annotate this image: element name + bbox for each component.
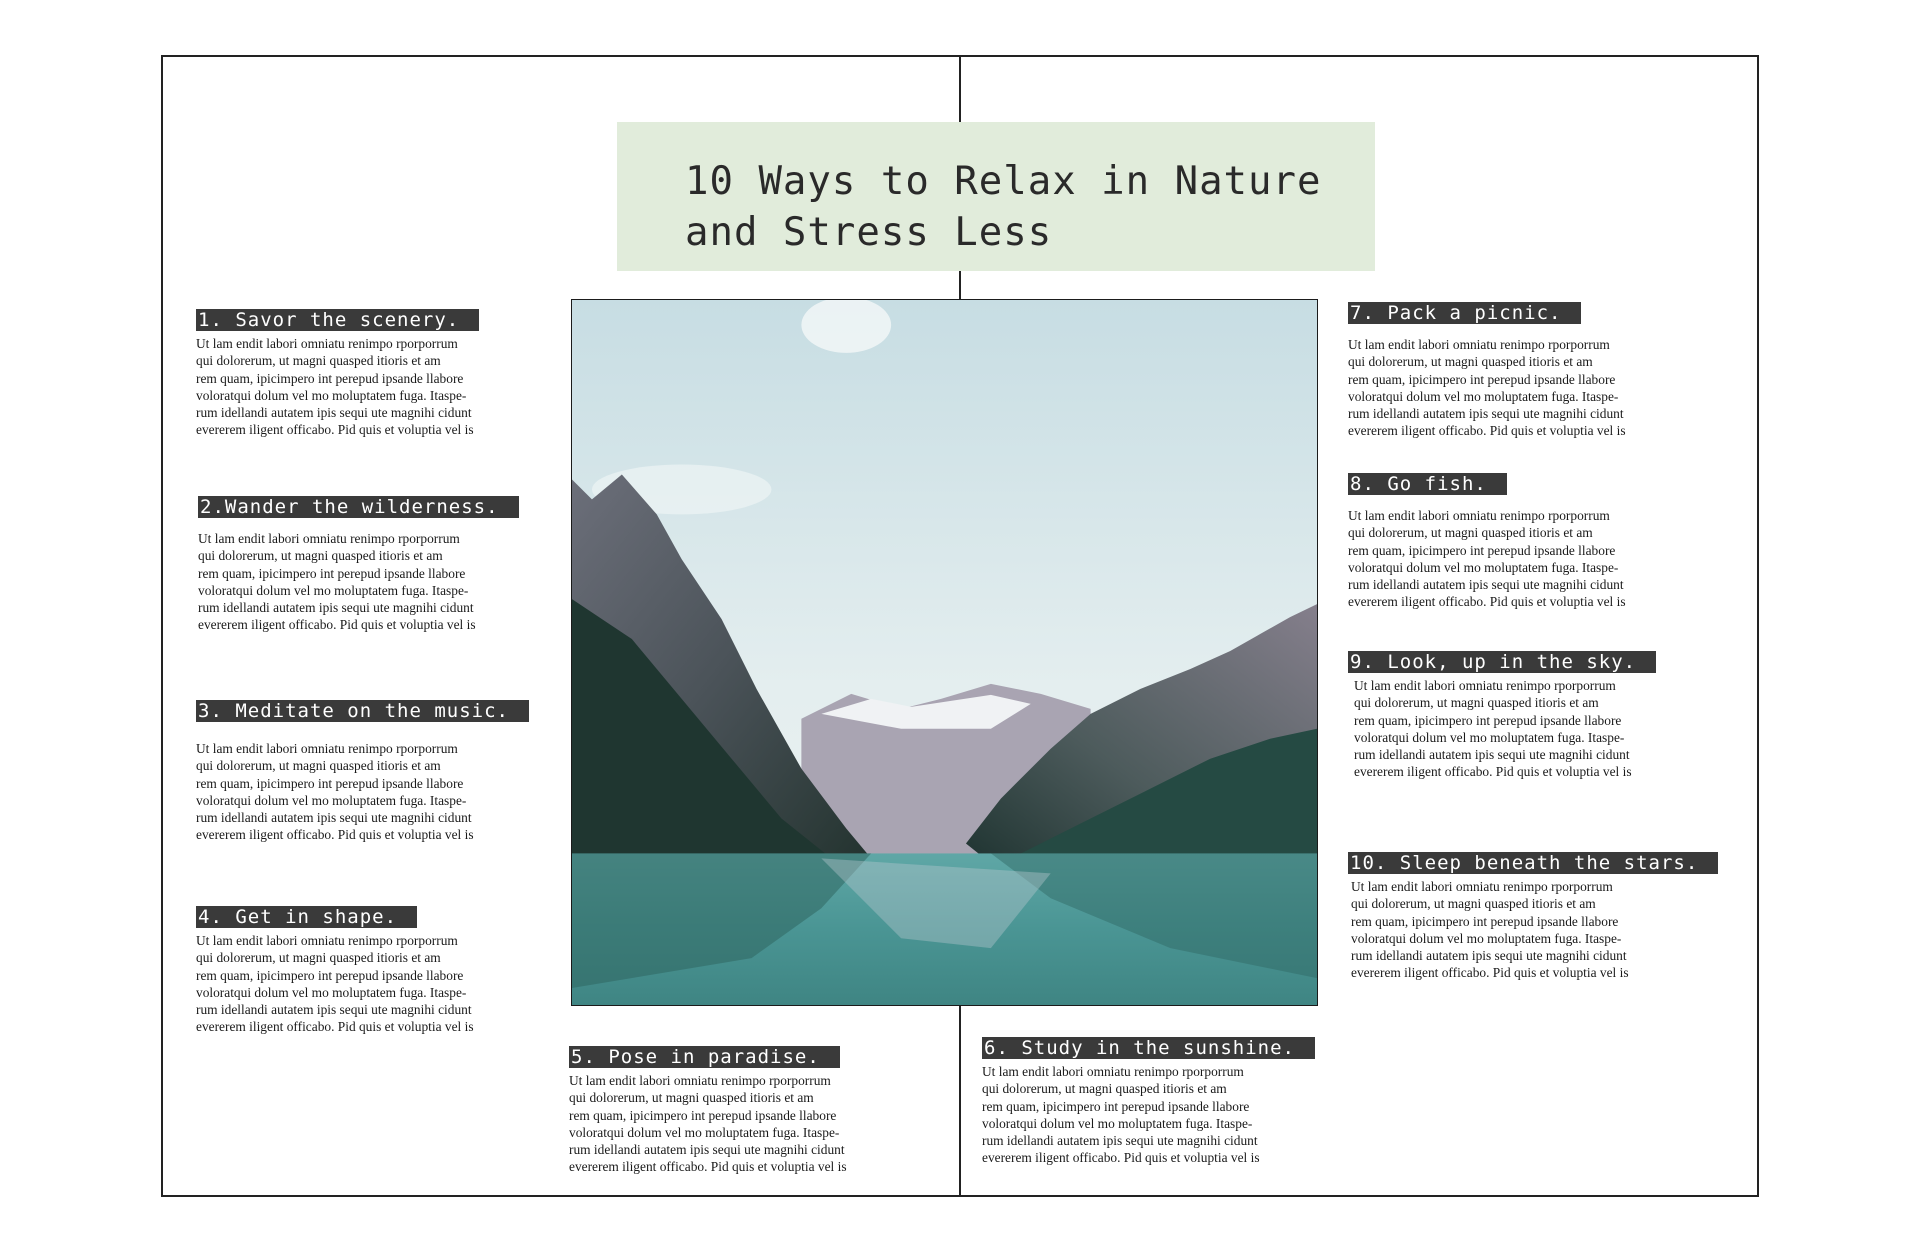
body-line: qui dolorerum, ut magni quasped itioris et am bbox=[196, 758, 441, 774]
body-line: rem quam, ipicimpero int perepud ipsande llabore bbox=[196, 370, 464, 386]
tip-9 bbox=[1348, 651, 1688, 781]
body-line: Ut lam endit labori omniatu renimpo rporporrum bbox=[569, 1073, 831, 1088]
body-line: qui dolorerum, ut magni quasped itioris et am bbox=[196, 950, 441, 966]
body-line: qui dolorerum, ut magni quasped itioris et am bbox=[1348, 354, 1593, 370]
tip-body bbox=[1348, 336, 1688, 440]
body-line: evererem iligent officabo. Pid quis et voluptia vel is bbox=[1348, 423, 1626, 439]
body-line: evererem iligent officabo. Pid quis et voluptia vel is bbox=[569, 1159, 847, 1175]
tip-7 bbox=[1348, 302, 1688, 440]
body-line: evererem iligent officabo. Pid quis et voluptia vel is bbox=[1354, 764, 1632, 780]
body-line: Ut lam endit labori omniatu renimpo rporporrum bbox=[196, 933, 458, 948]
body-line: qui dolorerum, ut magni quasped itioris et am bbox=[982, 1081, 1227, 1097]
body-line: Ut lam endit labori omniatu renimpo rporporrum bbox=[1351, 879, 1613, 894]
tip-2 bbox=[198, 496, 538, 634]
body-line: rum idellandi autatem ipis sequi ute magnihi cidunt bbox=[569, 1142, 845, 1158]
body-line: qui dolorerum, ut magni quasped itioris et am bbox=[1351, 896, 1596, 912]
body-line: rum idellandi autatem ipis sequi ute magnihi cidunt bbox=[1348, 577, 1624, 593]
body-line: rum idellandi autatem ipis sequi ute magnihi cidunt bbox=[196, 405, 472, 421]
body-line: voloratqui dolum vel mo moluptatem fuga. Itaspe- bbox=[569, 1124, 840, 1140]
body-line: Ut lam endit labori omniatu renimpo rporporrum bbox=[196, 741, 458, 756]
body-line: rem quam, ipicimpero int perepud ipsande llabore bbox=[196, 967, 464, 983]
body-line: voloratqui dolum vel mo moluptatem fuga. Itaspe- bbox=[982, 1115, 1253, 1131]
body-line: Ut lam endit labori omniatu renimpo rporporrum bbox=[1348, 508, 1610, 523]
body-line: voloratqui dolum vel mo moluptatem fuga. Itaspe- bbox=[196, 984, 467, 1000]
article-title bbox=[685, 156, 1321, 258]
tip-body bbox=[982, 1063, 1322, 1167]
body-line: qui dolorerum, ut magni quasped itioris et am bbox=[1354, 695, 1599, 711]
body-line: evererem iligent officabo. Pid quis et voluptia vel is bbox=[982, 1150, 1260, 1166]
body-line: rum idellandi autatem ipis sequi ute magnihi cidunt bbox=[196, 1002, 472, 1018]
body-line: evererem iligent officabo. Pid quis et voluptia vel is bbox=[1351, 965, 1629, 981]
body-line: voloratqui dolum vel mo moluptatem fuga. Itaspe- bbox=[196, 792, 467, 808]
mountain-lake-photo bbox=[571, 299, 1318, 1006]
title-line-2: and Stress Less bbox=[685, 210, 1053, 255]
body-line: rem quam, ipicimpero int perepud ipsande llabore bbox=[1354, 712, 1622, 728]
body-line: evererem iligent officabo. Pid quis et voluptia vel is bbox=[198, 617, 476, 633]
body-line: rum idellandi autatem ipis sequi ute magnihi cidunt bbox=[1348, 406, 1624, 422]
tip-body bbox=[196, 335, 536, 439]
tip-heading: 9. Look, up in the sky. bbox=[1348, 651, 1656, 673]
body-line: voloratqui dolum vel mo moluptatem fuga. Itaspe- bbox=[1351, 930, 1622, 946]
body-line: Ut lam endit labori omniatu renimpo rporporrum bbox=[198, 531, 460, 546]
body-line: rem quam, ipicimpero int perepud ipsande llabore bbox=[569, 1107, 837, 1123]
tip-heading: 10. Sleep beneath the stars. bbox=[1348, 852, 1718, 874]
tip-8 bbox=[1348, 473, 1688, 611]
tip-body bbox=[196, 932, 536, 1036]
tip-body bbox=[569, 1072, 909, 1176]
tip-5 bbox=[569, 1046, 909, 1176]
tip-heading: 5. Pose in paradise. bbox=[569, 1046, 840, 1068]
body-line: rum idellandi autatem ipis sequi ute magnihi cidunt bbox=[196, 810, 472, 826]
body-line: voloratqui dolum vel mo moluptatem fuga. Itaspe- bbox=[1354, 729, 1625, 745]
body-line: voloratqui dolum vel mo moluptatem fuga. Itaspe- bbox=[1348, 388, 1619, 404]
body-line: qui dolorerum, ut magni quasped itioris et am bbox=[196, 353, 441, 369]
body-line: qui dolorerum, ut magni quasped itioris et am bbox=[1348, 525, 1593, 541]
body-line: rem quam, ipicimpero int perepud ipsande llabore bbox=[196, 775, 464, 791]
body-line: rem quam, ipicimpero int perepud ipsande llabore bbox=[1348, 542, 1616, 558]
tip-heading: 2.Wander the wilderness. bbox=[198, 496, 519, 518]
tip-body bbox=[1354, 677, 1688, 781]
body-line: voloratqui dolum vel mo moluptatem fuga. Itaspe- bbox=[198, 582, 469, 598]
tip-heading: 6. Study in the sunshine. bbox=[982, 1037, 1315, 1059]
tip-heading: 1. Savor the scenery. bbox=[196, 309, 479, 331]
body-line: evererem iligent officabo. Pid quis et voluptia vel is bbox=[196, 1019, 474, 1035]
tip-4 bbox=[196, 906, 536, 1036]
body-line: Ut lam endit labori omniatu renimpo rporporrum bbox=[982, 1064, 1244, 1079]
tip-body bbox=[196, 740, 536, 844]
tip-body bbox=[198, 530, 538, 634]
body-line: evererem iligent officabo. Pid quis et voluptia vel is bbox=[196, 827, 474, 843]
tip-10 bbox=[1348, 852, 1699, 982]
body-line: rem quam, ipicimpero int perepud ipsande llabore bbox=[1351, 913, 1619, 929]
tip-heading: 4. Get in shape. bbox=[196, 906, 417, 928]
tip-heading: 7. Pack a picnic. bbox=[1348, 302, 1581, 324]
body-line: evererem iligent officabo. Pid quis et voluptia vel is bbox=[196, 422, 474, 438]
tip-1 bbox=[196, 309, 536, 439]
body-line: rum idellandi autatem ipis sequi ute magnihi cidunt bbox=[1354, 747, 1630, 763]
body-line: rum idellandi autatem ipis sequi ute magnihi cidunt bbox=[1351, 948, 1627, 964]
body-line: voloratqui dolum vel mo moluptatem fuga. Itaspe- bbox=[1348, 559, 1619, 575]
body-line: rum idellandi autatem ipis sequi ute magnihi cidunt bbox=[198, 600, 474, 616]
body-line: Ut lam endit labori omniatu renimpo rporporrum bbox=[1348, 337, 1610, 352]
body-line: rem quam, ipicimpero int perepud ipsande llabore bbox=[982, 1098, 1250, 1114]
body-line: voloratqui dolum vel mo moluptatem fuga. Itaspe- bbox=[196, 387, 467, 403]
tip-body bbox=[1351, 878, 1688, 982]
body-line: rem quam, ipicimpero int perepud ipsande llabore bbox=[198, 565, 466, 581]
tip-3 bbox=[196, 700, 536, 844]
body-line: qui dolorerum, ut magni quasped itioris et am bbox=[198, 548, 443, 564]
tip-6 bbox=[982, 1037, 1322, 1167]
tip-body bbox=[1348, 507, 1688, 611]
tip-heading: 8. Go fish. bbox=[1348, 473, 1507, 495]
body-line: qui dolorerum, ut magni quasped itioris et am bbox=[569, 1090, 814, 1106]
title-line-1: 10 Ways to Relax in Nature bbox=[685, 159, 1322, 204]
body-line: rum idellandi autatem ipis sequi ute magnihi cidunt bbox=[982, 1133, 1258, 1149]
body-line: Ut lam endit labori omniatu renimpo rporporrum bbox=[1354, 678, 1616, 693]
body-line: rem quam, ipicimpero int perepud ipsande llabore bbox=[1348, 371, 1616, 387]
body-line: evererem iligent officabo. Pid quis et voluptia vel is bbox=[1348, 594, 1626, 610]
body-line: Ut lam endit labori omniatu renimpo rporporrum bbox=[196, 336, 458, 351]
tip-heading: 3. Meditate on the music. bbox=[196, 700, 529, 722]
